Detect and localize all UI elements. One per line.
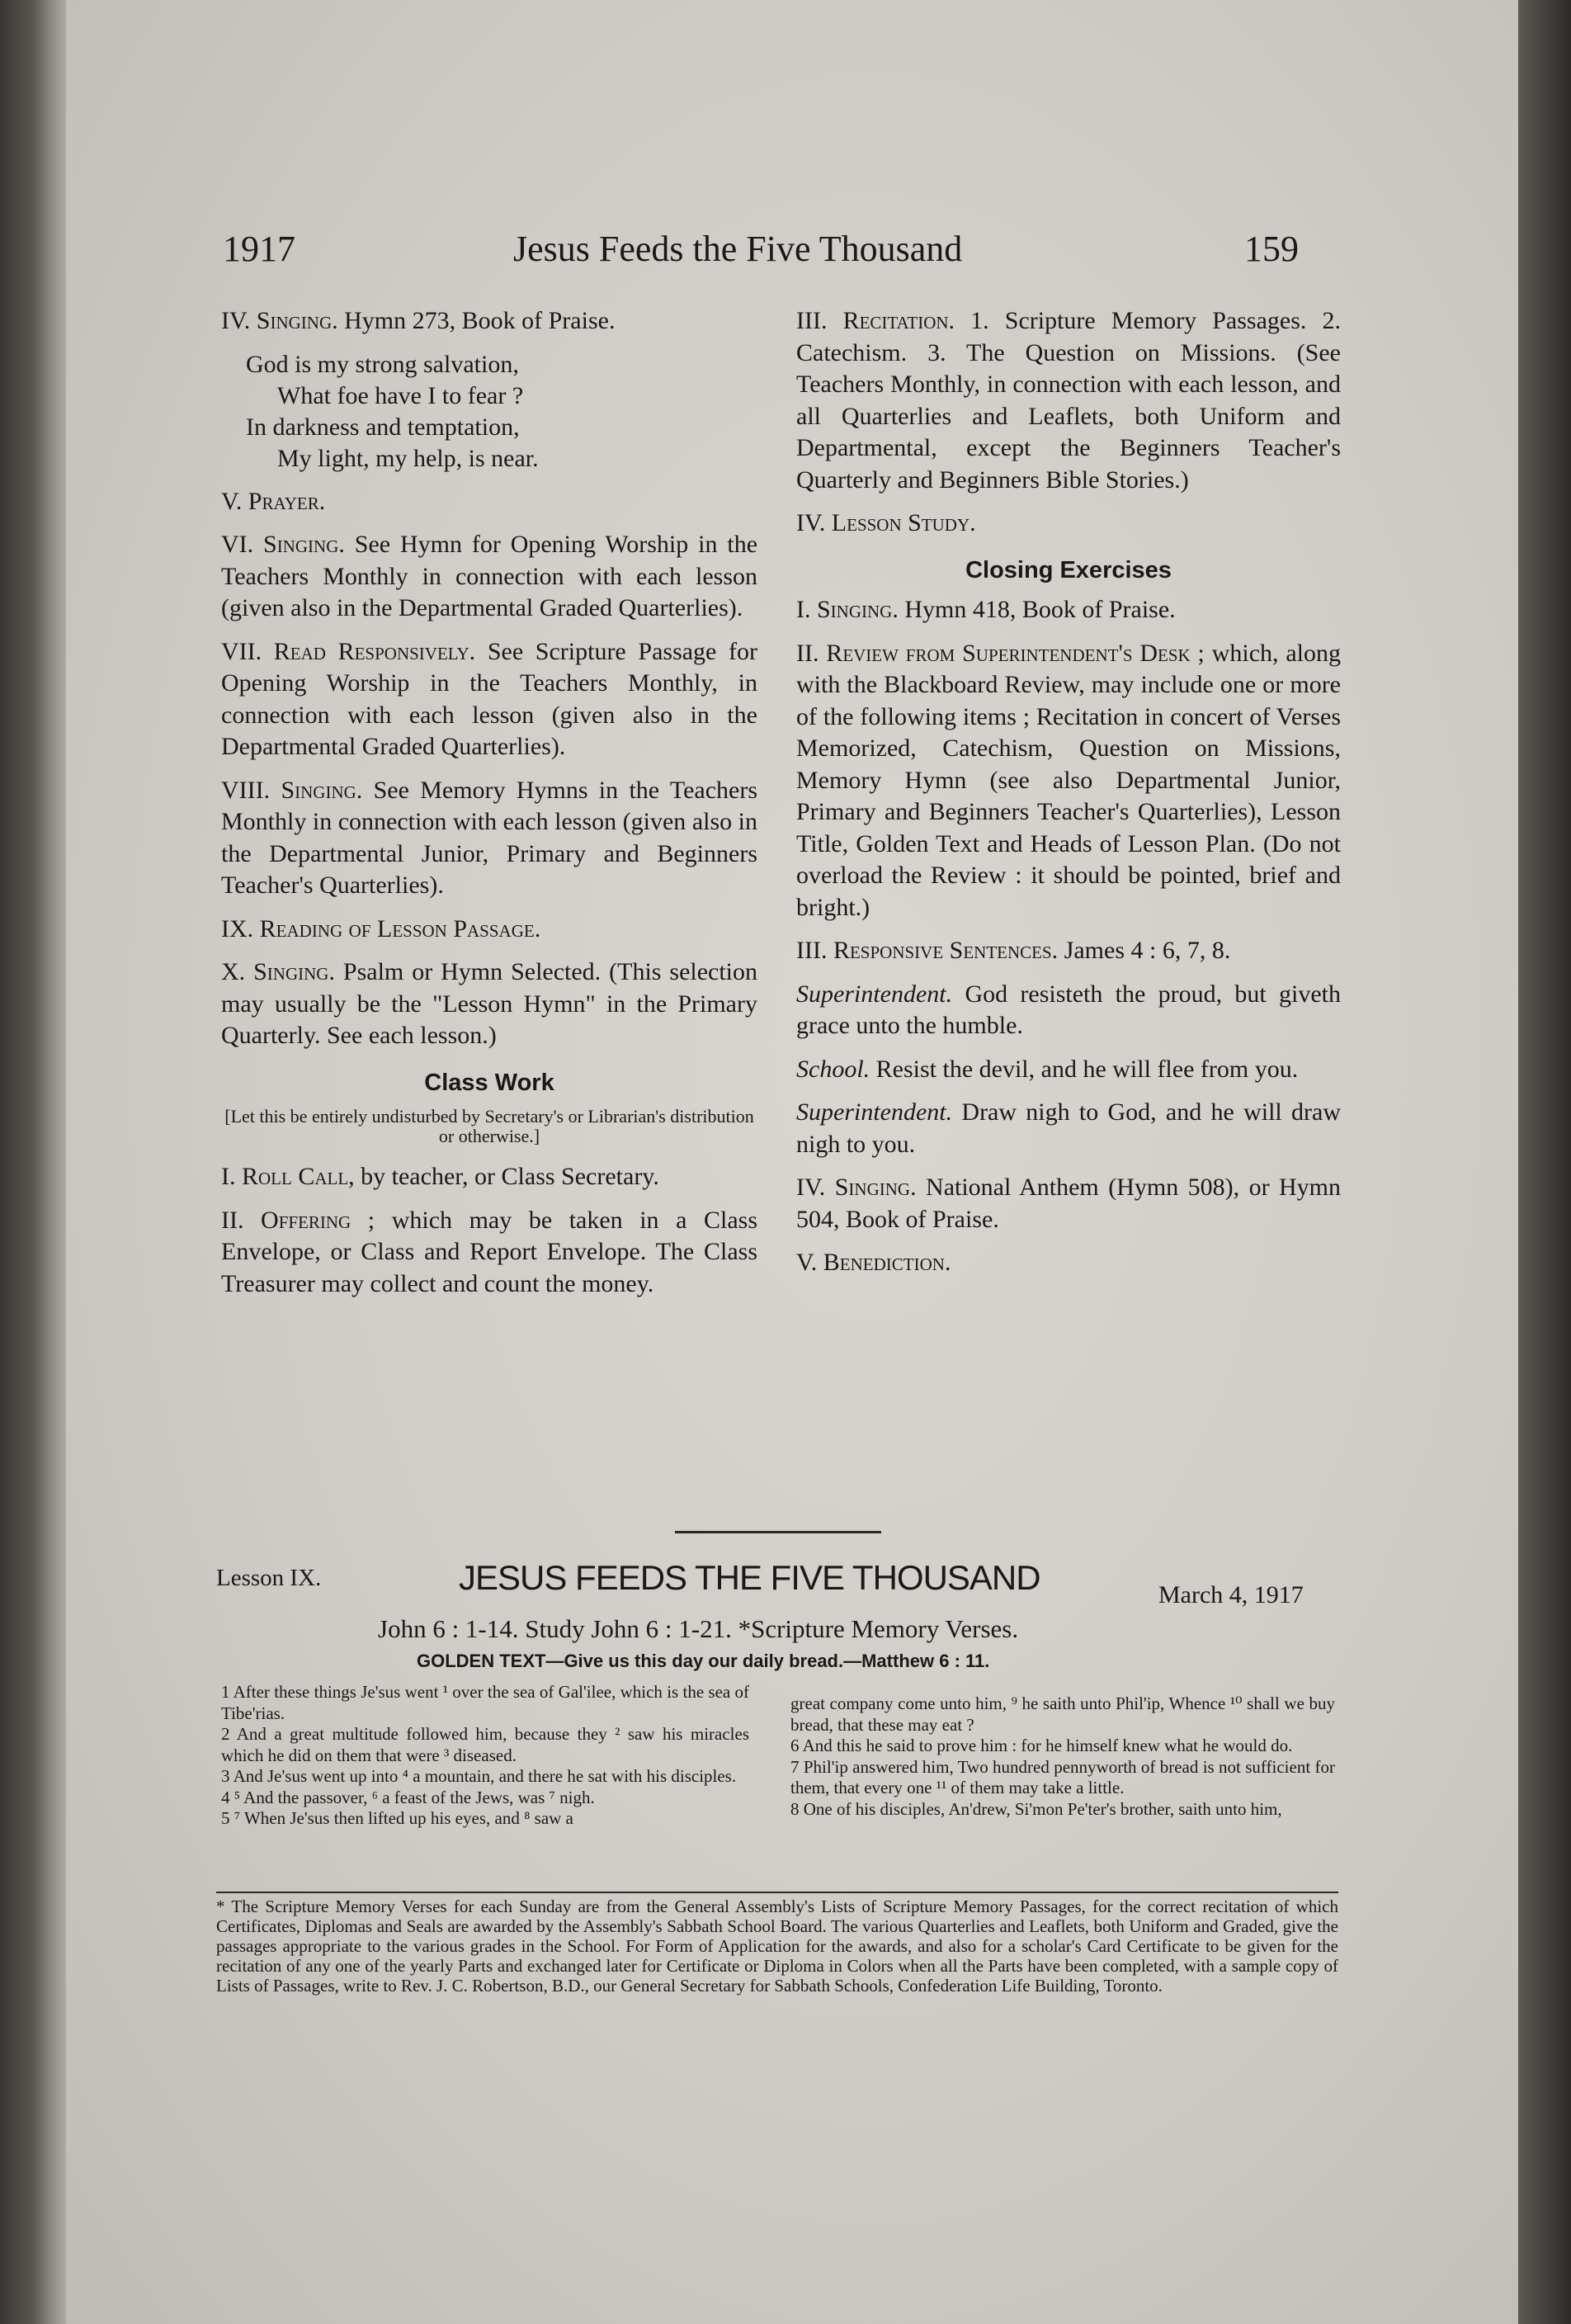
scripture-right-column	[790, 1693, 1335, 1820]
scripture-verse: 3 And Je'sus went up into ⁴ a mountain, and there he sat with his disciples.	[221, 1766, 737, 1786]
section-note: [Let this be entirely undisturbed by Secretary's or Librarian's distribution or otherwise.]	[224, 1106, 754, 1146]
scripture-verse: 4 ⁵ And the passover, ⁶ a feast of the Jews, was ⁷ nigh.	[221, 1787, 595, 1807]
lesson-title: JESUS FEEDS THE FIVE THOUSAND	[459, 1558, 1040, 1597]
order-item: II. Offering ; which may be taken in a Class Envelope, or Class and Report Envelope. The Class Treasurer may collect and count the money.	[221, 1206, 758, 1297]
hymn-verse: God is my strong salvation, What foe have I to fear ? In darkness and temptation, My light, my help, is near.	[246, 350, 539, 472]
left-column	[221, 305, 757, 1311]
order-item: IV. Lesson Study.	[796, 509, 976, 536]
order-item: IV. Singing. National Anthem (Hymn 508), or Hymn 504, Book of Praise.	[796, 1174, 1342, 1233]
scripture-verse: 8 One of his disciples, An'drew, Si'mon Pe'ter's brother, saith unto him,	[790, 1798, 1282, 1819]
scripture-verse: 1 After these things Je'sus went ¹ over the sea of Gal'ilee, which is the sea of Tibe'rias.	[221, 1682, 749, 1723]
section-heading: Class Work	[424, 1069, 554, 1096]
order-item: I. Roll Call, by teacher, or Class Secretary.	[221, 1163, 659, 1190]
golden-text: GOLDEN TEXT—Give us this day our daily bread.—Matthew 6 : 11.	[417, 1651, 990, 1671]
order-item: III. Responsive Sentences. James 4 : 6, 7, 8.	[796, 937, 1231, 964]
footnote: * The Scripture Memory Verses for each Sunday are from the General Assembly's Lists of Scripture Memory Passages, for the correct recitation of which Certificates, Diplomas and Seals are awarded by the Assembly's Sabbath School Board. The various Quarterlies and Leaflets, both Uniform and Graded, give the passages appropriate to the various grades in the School. For Form of Application for the awards, and also for a scholar's Card Certificate to be given for the recitation of any one of the yearly Parts and exchanged later for Certificate or Diploma in Colors when all the Parts have been completed, with a sample copy of Lists of Passages, write to Rev. J. C. Robertson, B.D., our General Secretary for Sabbath Schools, Confederation Life Building, Toronto.	[216, 1897, 1338, 1996]
section-divider	[675, 1531, 881, 1533]
responsive-line: Superintendent. God resisteth the proud, but giveth grace unto the humble.	[796, 980, 1341, 1039]
header-page-number: 159	[1244, 229, 1299, 269]
order-item: IX. Reading of Lesson Passage.	[221, 914, 541, 942]
lesson-number: Lesson IX.	[216, 1565, 322, 1591]
scripture-verse: 7 Phil'ip answered him, Two hundred pennyworth of bread is not sufficient for them, that every one ¹¹ of them may take a little.	[790, 1756, 1335, 1797]
order-item: I. Singing. Hymn 418, Book of Praise.	[796, 596, 1176, 623]
header-year: 1917	[223, 229, 295, 269]
order-item: VI. Singing. See Hymn for Opening Worship in the Teachers Monthly in connection with each lesson (given also in the Departmental Graded Quarterlies).	[221, 531, 758, 621]
right-column	[796, 305, 1341, 1291]
order-item: II. Review from Superintendent's Desk ; which, along with the Blackboard Review, may include one or more of the following items ; Recitation in concert of Verses Memorized, Catechism, Question on Missions, Memory Hymn (see also Departmental Junior, Primary and Beginners Teacher's Quarterlies), Lesson Title, Golden Text and Heads of Lesson Plan. (Do not overload the Review : it should be pointed, brief and bright.)	[796, 639, 1341, 921]
order-item: VIII. Singing. See Memory Hymns in the Teachers Monthly in connection with each lesson (given also in the Departmental Junior, Primary and Beginners Teacher's Quarterlies).	[221, 776, 758, 899]
scripture-verse: 5 ⁷ When Je'sus then lifted up his eyes, and ⁸ saw a	[221, 1808, 573, 1828]
responsive-line: Superintendent. Draw nigh to God, and he will draw nigh to you.	[796, 1098, 1341, 1158]
order-item: VII. Read Responsively. See Scripture Passage for Opening Worship in the Teachers Monthly, in connection with each lesson (given also in the Departmental Graded Quarterlies).	[221, 637, 757, 760]
lesson-reference: John 6 : 1-14. Study John 6 : 1-21. *Scripture Memory Verses.	[378, 1614, 1019, 1643]
responsive-line: School. Resist the devil, and he will flee from you.	[796, 1055, 1299, 1083]
scripture-verse: 2 And a great multitude followed him, because they ² saw his miracles which he did on them that were ³ diseased.	[221, 1724, 749, 1765]
order-item: V. Benediction.	[796, 1249, 951, 1276]
order-item: III. Recitation. 1. Scripture Memory Passages. 2. Catechism. 3. The Question on Missions. (See Teachers Monthly, in connection with each lesson, and all Quarterlies and Leaflets, both Uniform and Departmental, except the Beginners Teacher's Quarterly and Beginners Bible Stories.)	[796, 307, 1341, 494]
order-item: V. Prayer.	[221, 487, 326, 515]
scripture-verse: 6 And this he said to prove him : for he himself knew what he would do.	[790, 1736, 1293, 1755]
order-item: X. Singing. Psalm or Hymn Selected. (This selection may usually be the "Lesson Hymn" in the Primary Quarterly. See each lesson.)	[221, 958, 758, 1049]
header-title: Jesus Feeds the Five Thousand	[513, 229, 963, 269]
section-heading: Closing Exercises	[965, 556, 1172, 583]
lesson-date: March 4, 1917	[1158, 1581, 1304, 1608]
book-gutter	[1518, 0, 1571, 2324]
scripture-left-column	[221, 1682, 749, 1830]
scripture-verse: great company come unto him, ⁹ he saith unto Phil'ip, Whence ¹⁰ shall we buy bread, that these may eat ?	[790, 1693, 1335, 1735]
order-item: IV. Singing. Hymn 273, Book of Praise.	[221, 307, 616, 334]
footnote-rule	[216, 1892, 1338, 1893]
